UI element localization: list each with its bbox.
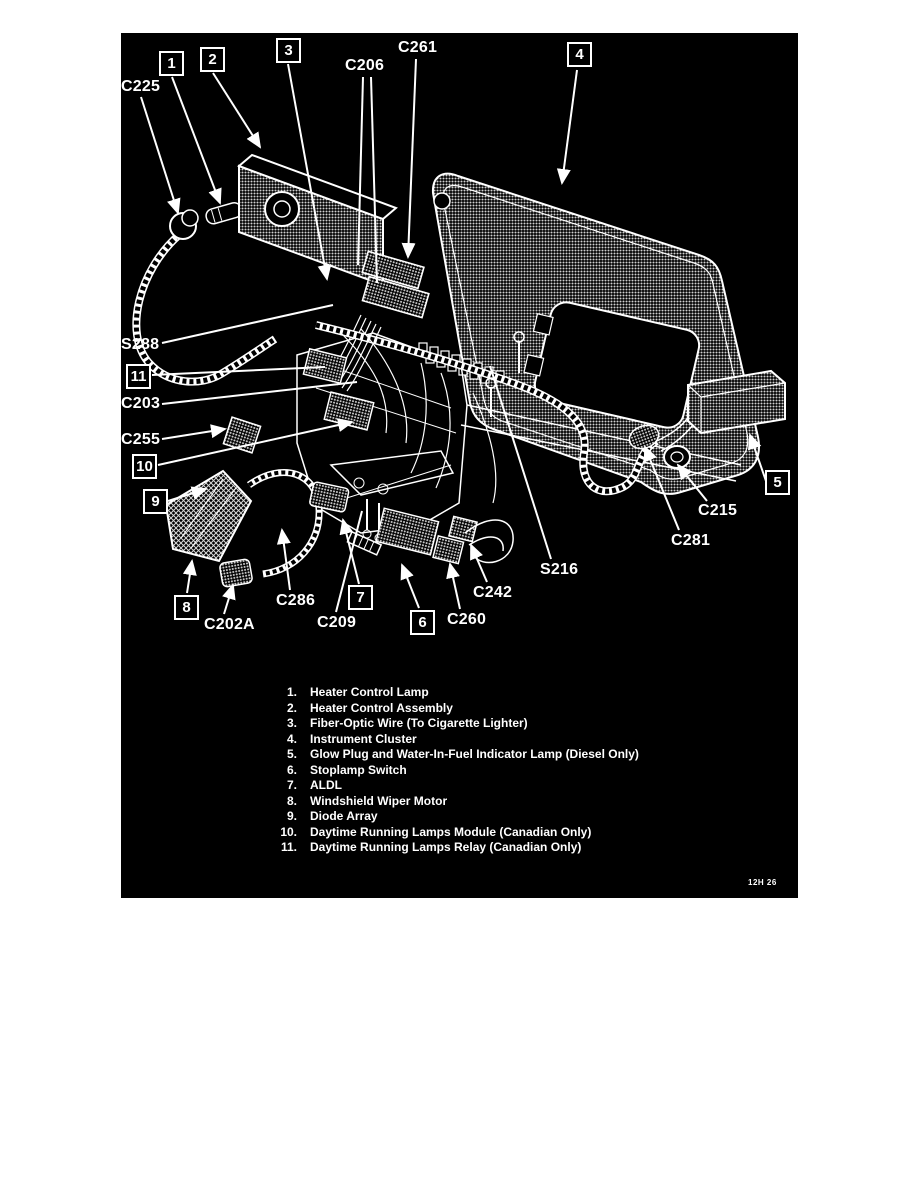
legend-item-label: Stoplamp Switch (310, 762, 407, 777)
legend-item (271, 778, 741, 794)
label-c225: C225 (121, 78, 161, 95)
callout-5: 5 (765, 470, 790, 495)
legend-item-number: 2. (286, 700, 297, 715)
legend-item-number: 4. (286, 731, 297, 746)
callout-4: 4 (567, 42, 592, 67)
callout-9: 9 (143, 489, 168, 514)
legend-item (271, 685, 741, 701)
label-c202a: C202A (204, 616, 255, 633)
label-c209: C209 (317, 614, 357, 631)
legend-item-label: Windshield Wiper Motor (310, 793, 448, 808)
legend-item (271, 701, 741, 717)
legend-item (271, 747, 741, 763)
legend-item-number: 7. (286, 778, 297, 792)
legend-item-label: ALDL (310, 778, 342, 792)
callout-7: 7 (348, 585, 373, 610)
legend-item (271, 716, 741, 732)
legend-item-label: Diode Array (310, 809, 378, 823)
legend-item-number: 10. (280, 824, 297, 839)
label-s216: S216 (540, 561, 579, 578)
legend (271, 685, 741, 856)
legend-item (271, 763, 741, 779)
label-c215: C215 (698, 502, 738, 519)
label-c255: C255 (121, 431, 161, 448)
legend-item-label: Daytime Running Lamps Relay (Canadian Only) (310, 840, 582, 854)
legend-item-label: Heater Control Lamp (310, 685, 429, 699)
callout-3: 3 (276, 38, 301, 63)
label-c242: C242 (473, 584, 513, 601)
legend-item-label: Heater Control Assembly (310, 700, 453, 715)
legend-item-label: Instrument Cluster (310, 731, 417, 746)
callout-11: 11 (126, 364, 151, 389)
legend-item (271, 732, 741, 748)
legend-item-label: Glow Plug and Water-In-Fuel Indicator Lamp (Diesel Only) (310, 747, 639, 761)
callout-1: 1 (159, 51, 184, 76)
legend-item-number: 3. (286, 716, 297, 730)
legend-item-label: Daytime Running Lamps Module (Canadian Only) (310, 824, 592, 839)
wiring-diagram-figure (121, 33, 798, 898)
callout-2: 2 (200, 47, 225, 72)
label-c203: C203 (121, 395, 161, 412)
legend-item-number: 5. (286, 747, 297, 761)
c215-grommet (664, 446, 690, 468)
legend-item-number: 6. (286, 762, 297, 777)
legend-item (271, 840, 741, 856)
legend-item (271, 794, 741, 810)
legend-item-number: 9. (286, 809, 297, 823)
legend-item-label: Fiber-Optic Wire (To Cigarette Lighter) (310, 716, 528, 730)
legend-item-number: 1. (286, 685, 297, 699)
label-c261: C261 (398, 39, 438, 56)
label-s288: S288 (121, 336, 160, 353)
label-c286: C286 (276, 592, 316, 609)
callout-10: 10 (132, 454, 157, 479)
legend-item-number: 8. (286, 793, 297, 808)
legend-item-number: 11. (280, 840, 297, 854)
c202a-connector (219, 559, 253, 588)
figure-code: 12H 26 (748, 878, 777, 887)
label-c260: C260 (447, 611, 487, 628)
callout-8: 8 (174, 595, 199, 620)
label-c281: C281 (671, 532, 711, 549)
label-c206: C206 (345, 57, 385, 74)
legend-item (271, 809, 741, 825)
callout-6: 6 (410, 610, 435, 635)
legend-item (271, 825, 741, 841)
